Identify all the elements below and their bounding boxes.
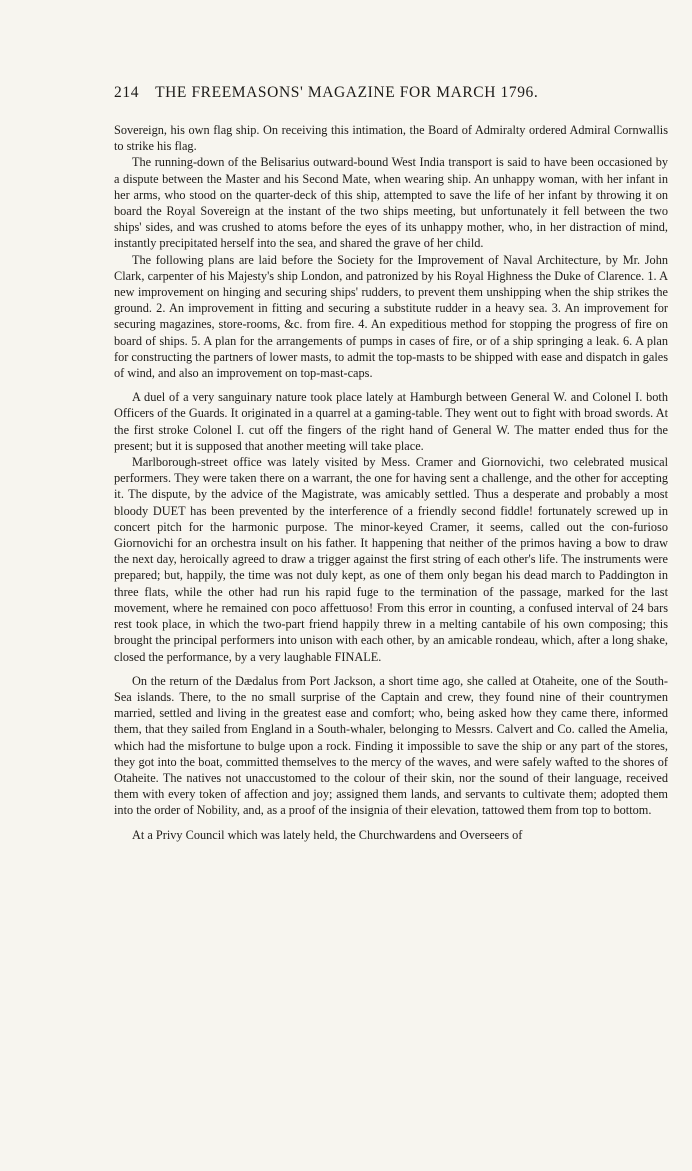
running-header [114, 84, 674, 102]
page-number: 214 [114, 84, 140, 101]
article-body [114, 122, 668, 843]
paragraph-cornwallis: Sovereign, his own flag ship. On receiving this intimation, the Board of Admiralty ordered Admiral Cornwallis to strike his flag. [114, 123, 668, 154]
paragraph-otaheite: On the return of the Dædalus from Port Jackson, a short time ago, she called at Otaheite, one of the South-Sea islands. There, to the no small surprise of the Captain and crew, they found nine of their countrymen married, settled and living in the greatest ease and comfort; who, being asked how they came there, informed them, that they sailed from England in a South-whaler, belonging to Messrs. Calvert and Co. called the Amelia, which had the misfortune to bulge upon a rock. Finding it impossible to save the ship or any part of the stores, they got into the boat, committed themselves to the mercy of the waves, and were safely wafted to the shores of Otaheite. The natives not unaccustomed to the colour of their skin, nor the sound of their language, received them with every token of affection and joy; assigned them lands, and servants to cultivate them; adopted them into the order of Nobility, and, as a proof of the insignia of their elevation, tattowed them from top to bottom. [114, 673, 668, 818]
paragraph-musicians: Marlborough-street office was lately visited by Mess. Cramer and Giornovichi, two celebrated musical performers. They were taken there on a warrant, the one for having sent a challenge, and the other for accepting it. The dispute, by the advice of the Magistrate, was amicably settled. Thus a desperate and probably a most bloody DUET has been prevented by the interference of a friendly second fiddle! fortunately screwed up in concert pitch for the harmonic purpose. The minor-keyed Cramer, it seems, called out the con-furioso Giornovichi for an orchestra insult on his father. It happening that neither of the primos having a bow to draw the next day, heroically agreed to draw a trigger against the first string of each other's life. The instruments were prepared; but, happily, the time was not duly kept, as one of them only began his dead march to Paddington in three flats, while the other had run his rapid fuge to the termination of the passage, marked for the last movement, where he remained con poco affettuoso! From this error in counting, a confused interval of 24 bars rest took place, in which the two-part friend happily threw in a melting cantabile of his own composing; this brought the principal performers into unison with each other, by an amicable rondeau, which, after a long shake, closed the performance, by a very laughable FINALE. [114, 455, 668, 664]
paragraph-naval-architecture: The following plans are laid before the Society for the Improvement of Naval Architecture, by Mr. John Clark, carpenter of his Majesty's ship London, and patronized by his Royal Highness the Duke of Clarence. 1. A new improvement on hinging and securing ships' rudders, to prevent them unshipping when the ship strikes the ground. 2. An improvement in fitting and securing a substitute rudder in a heavy sea. 3. An improvement for securing magazines, store-rooms, &c. from fire. 4. An expeditious method for stopping the progress of fire on board of ships. 5. A plan for the arrangements of pumps in cases of fire, or of a ship springing a leak. 6. A plan for constructing the partners of lower masts, to admit the top-masts to be shipped with ease and dispatch in gales of wind, and also an improvement on top-mast-caps. [114, 252, 668, 381]
running-title: THE FREEMASONS' MAGAZINE FOR MARCH 1796. [155, 84, 539, 101]
paragraph-privy-council: At a Privy Council which was lately held, the Churchwardens and Overseers of [132, 827, 523, 842]
paragraph-duel: A duel of a very sanguinary nature took place lately at Hamburgh between General W. and Colonel I. both Officers of the Guards. It originated in a quarrel at a gaming-table. They went out to fight with broad swords. At the first stroke Colonel I. cut off the fingers of the right hand of General W. The matter ended thus for the present; but it is supposed that another meeting will take place. [114, 390, 668, 453]
paragraph-belisarius: The running-down of the Belisarius outward-bound West India transport is said to have been occasioned by a dispute between the Master and his Second Mate, when wearing ship. An unhappy woman, with her infant in her arms, who stood on the quarter-deck of this ship, attempted to save the life of her infant by throwing it on board the Royal Sovereign at the instant of the two ships meeting, but unfortunately it fell between the two ships' sides, and was crushed to atoms before the eyes of its unhappy mother, who, in her distraction of mind, instantly precipitated herself into the sea, and shared the grave of her child. [114, 155, 668, 251]
